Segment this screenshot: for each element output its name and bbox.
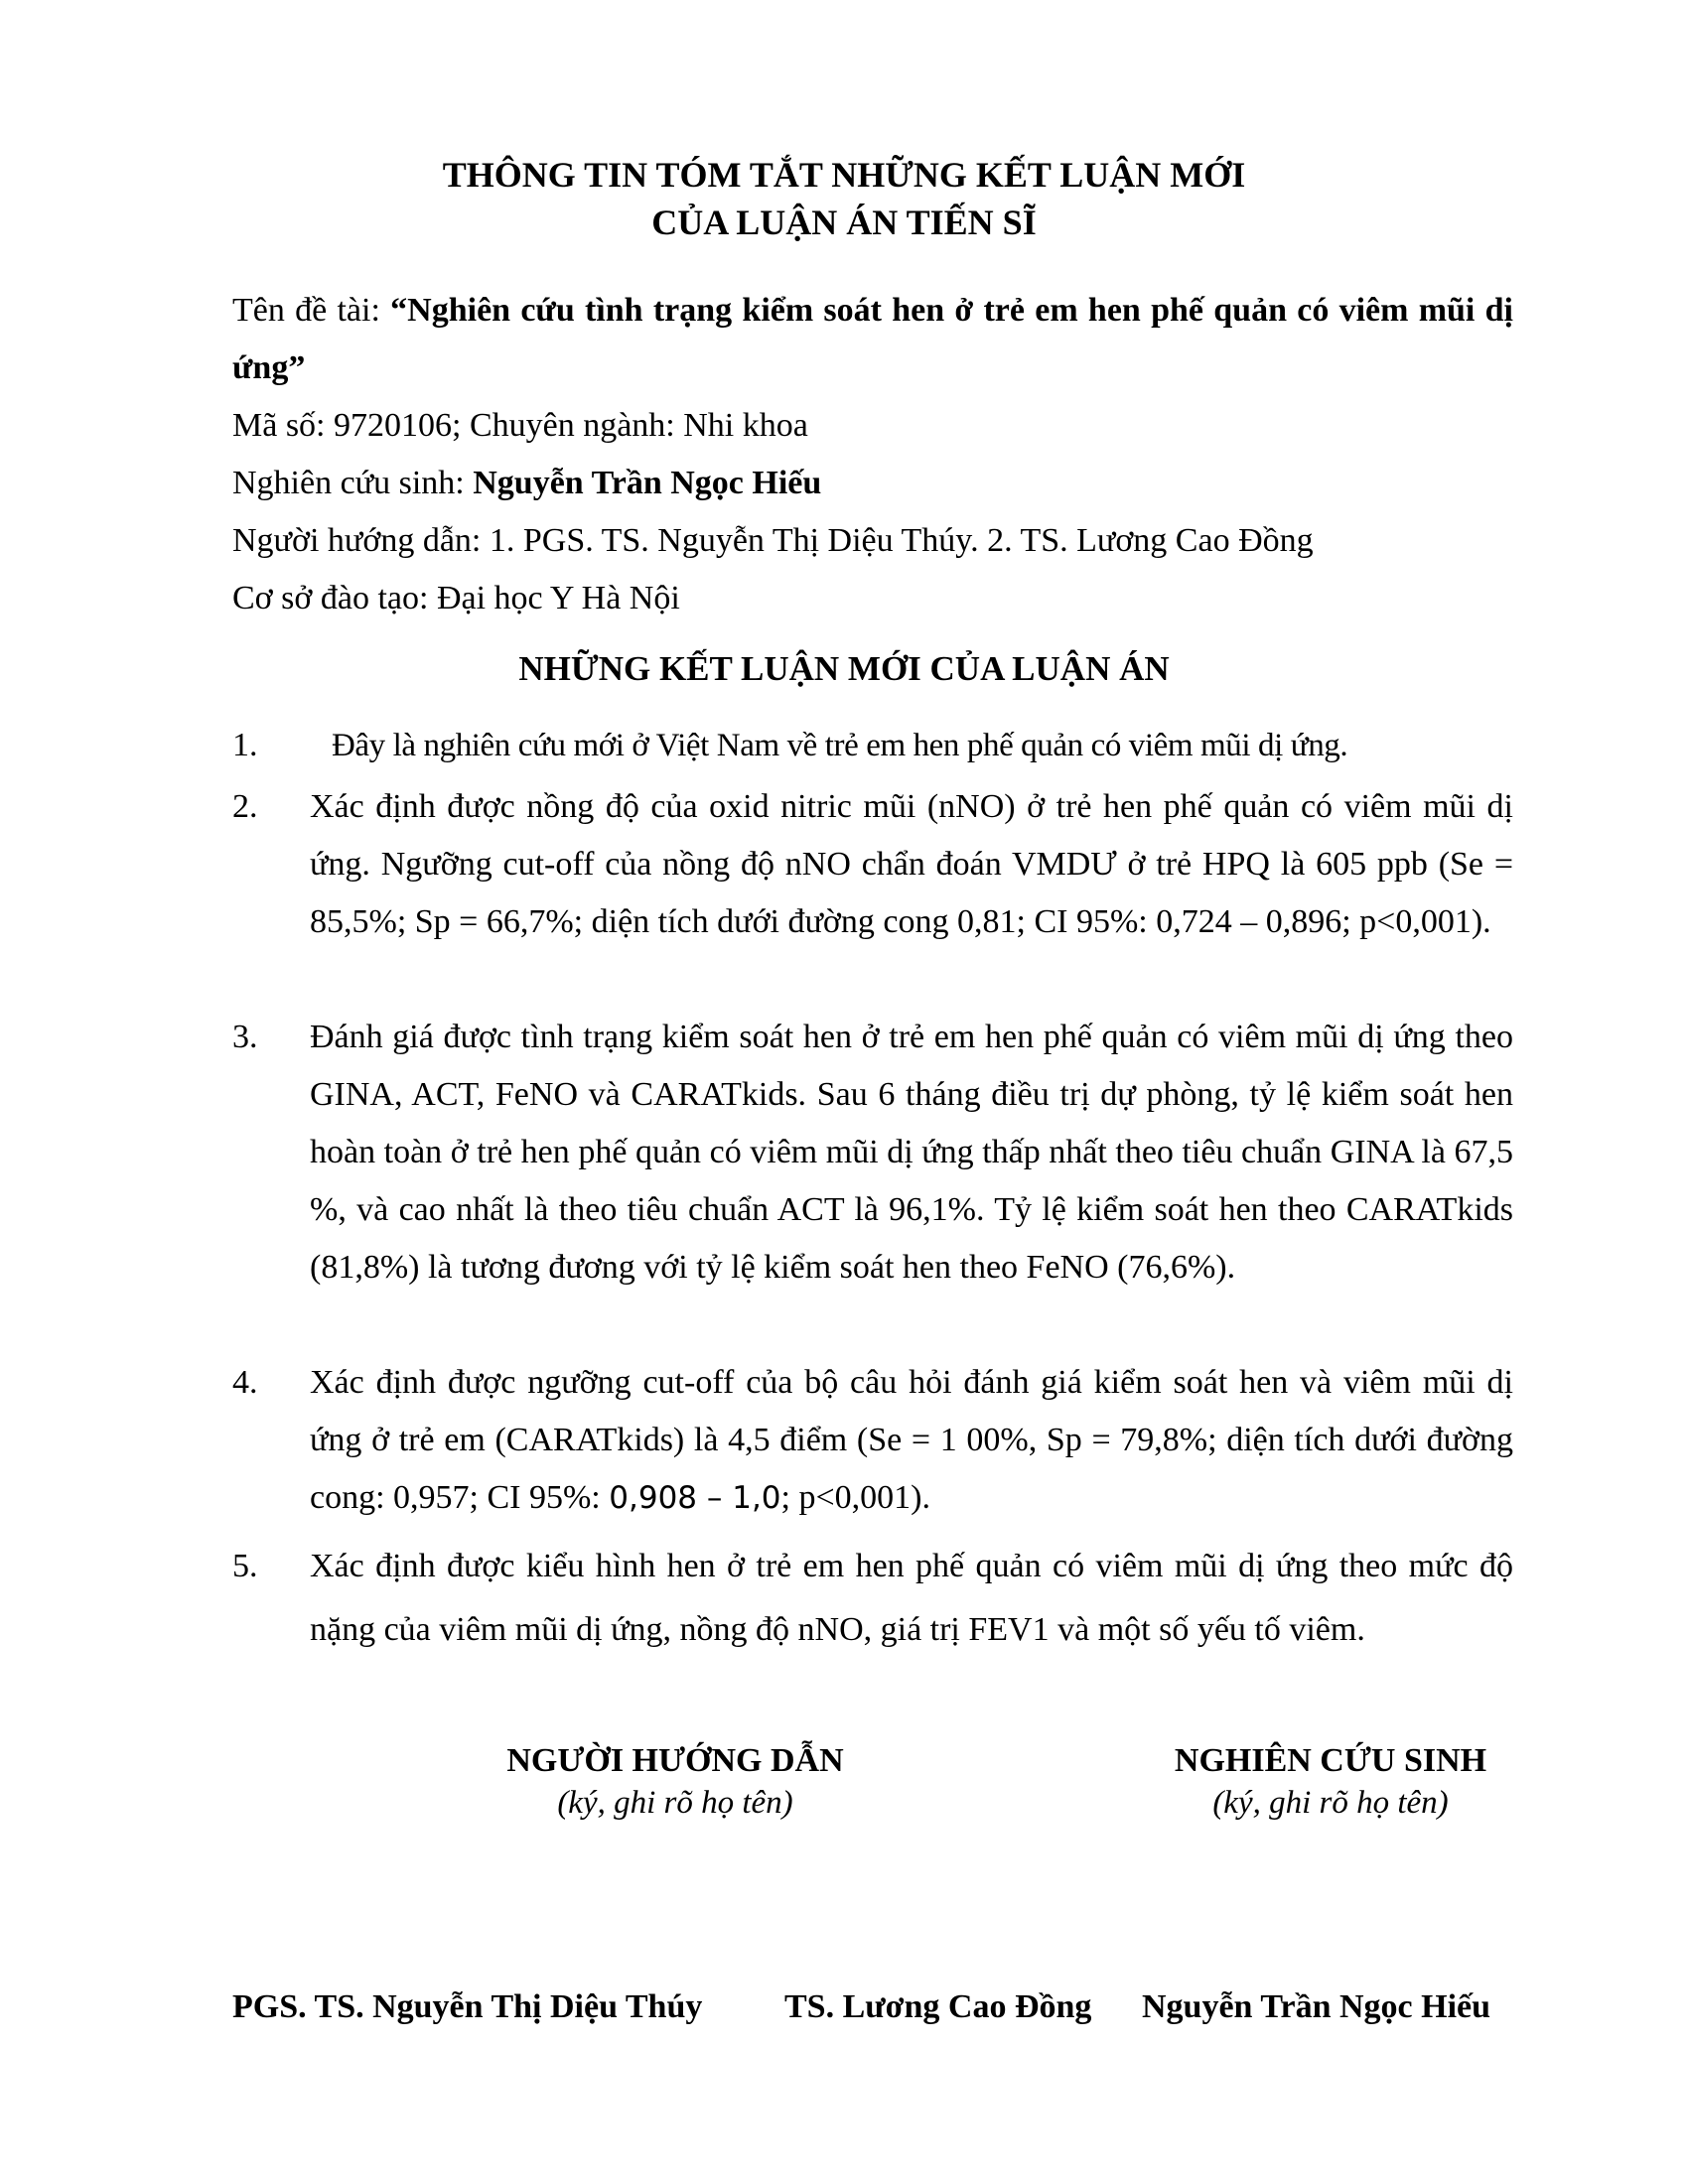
code-line: Mã số: 9720106; Chuyên ngành: Nhi khoa: [232, 407, 808, 444]
conclusion-number: 1.: [232, 727, 258, 763]
conclusion-text: [310, 1354, 1513, 1527]
confidence-interval-value: 0,908 – 1,0: [609, 1480, 781, 1516]
conclusion-text: Xác định được kiểu hình hen ở trẻ em hen phế quản có viêm mũi dị ứng theo mức độ nặng của viêm mũi dị ứng, nồng độ nNO, giá trị FEV1 và một số yếu tố viêm.: [310, 1548, 1513, 1648]
conclusion-text-part: Xác định được ngưỡng cut-off của bộ câu hỏi đánh giá kiểm soát hen và viêm mũi dị ứng ở trẻ em (CARATkids) là 4,5 điểm (Se = 1 00%, Sp = 79,8%; diện tích dưới đường cong: 0,957; CI 95%:: [310, 1364, 1513, 1516]
conclusion-number: 4.: [232, 1364, 258, 1401]
student-line: [232, 455, 1513, 512]
topic-value: “Nghiên cứu tình trạng kiểm soát hen ở trẻ em hen phế quản có viêm mũi dị ứng”: [232, 292, 1513, 386]
topic-line: [232, 282, 1513, 397]
document-title-line-2: CỦA LUẬN ÁN TIẾN SĨ: [651, 203, 1037, 242]
student-signature-heading: NGHIÊN CỨU SINH: [1174, 1742, 1487, 1779]
student-label: Nghiên cứu sinh:: [232, 465, 474, 501]
conclusion-text: Đây là nghiên cứu mới ở Việt Nam về trẻ em hen phế quản có viêm mũi dị ứng.: [332, 728, 1348, 763]
conclusion-number: 5.: [232, 1548, 258, 1584]
conclusion-text-part: ; p<0,001).: [780, 1479, 930, 1516]
conclusion-text: Đánh giá được tình trạng kiểm soát hen ở trẻ em hen phế quản có viêm mũi dị ứng theo GINA, ACT, FeNO và CARATkids. Sau 6 tháng điều trị dự phòng, tỷ lệ kiểm soát hen hoàn toàn ở trẻ hen phế quản có viêm mũi dị ứng thấp nhất theo tiêu chuẩn GINA là 67,5 %, và cao nhất là theo tiêu chuẩn ACT là 96,1%. Tỷ lệ kiểm soát hen theo CARATkids (81,8%) là tương đương với tỷ lệ kiểm soát hen theo FeNO (76,6%).: [310, 1019, 1513, 1286]
section-title: NHỮNG KẾT LUẬN MỚI CỦA LUẬN ÁN: [518, 649, 1170, 688]
signatory-name-student: Nguyễn Trần Ngọc Hiếu: [1142, 1988, 1491, 2025]
advisor-signature-heading: NGƯỜI HƯỚNG DẪN: [506, 1742, 844, 1779]
advisor-signature-note: (ký, ghi rõ họ tên): [557, 1785, 793, 1821]
conclusion-number: 2.: [232, 788, 258, 825]
conclusion-text: Xác định được nồng độ của oxid nitric mũi (nNO) ở trẻ hen phế quản có viêm mũi dị ứng. Ngưỡng cut-off của nồng độ nNO chẩn đoán VMDƯ ở trẻ HPQ là 605 ppb (Se = 85,5%; Sp = 66,7%; diện tích dưới đường cong 0,81; CI 95%: 0,724 – 0,896; p<0,001).: [310, 788, 1513, 940]
student-name: Nguyễn Trần Ngọc Hiếu: [473, 465, 822, 501]
signatory-name-advisor-2: TS. Lương Cao Đồng: [784, 1988, 1092, 2025]
institution-line: Cơ sở đào tạo: Đại học Y Hà Nội: [232, 580, 680, 616]
advisor-line: Người hướng dẫn: 1. PGS. TS. Nguyễn Thị Diệu Thúy. 2. TS. Lương Cao Đồng: [232, 522, 1314, 559]
signatory-name-advisor-1: PGS. TS. Nguyễn Thị Diệu Thúy: [232, 1988, 703, 2025]
student-signature-note: (ký, ghi rõ họ tên): [1212, 1785, 1449, 1821]
topic-label: Tên đề tài:: [232, 292, 391, 329]
document-title-line-1: THÔNG TIN TÓM TẮT NHỮNG KẾT LUẬN MỚI: [442, 155, 1246, 195]
conclusion-number: 3.: [232, 1019, 258, 1055]
